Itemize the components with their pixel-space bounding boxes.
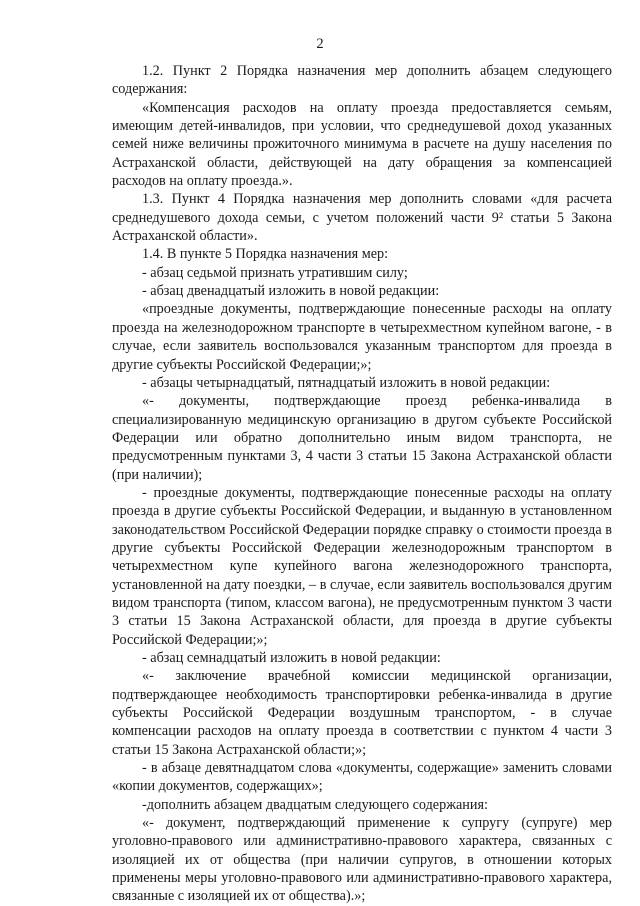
paragraph-seventeenth-new: - абзац семнадцатый изложить в новой редакции: <box>142 650 441 666</box>
paragraph-seventh-void: - абзац седьмой признать утратившим силу; <box>142 264 408 281</box>
paragraph-twelfth-new: - абзац двенадцатый изложить в новой редакции: <box>142 283 440 300</box>
paragraph-nineteenth-change: - в абзаце девятнадцатом слова «документы, содержащие» заменить словами «копии документов, содержащих»; <box>112 760 612 795</box>
paragraph-fifteenth-text: - проездные документы, подтверждающие понесенные расходы на оплату проезда в другие субъекты Российской Федерации, и выданную в установленном законодательством Российской Федерации порядке справку о стоимости проезда в другие субъекты Российской Федерации железнодорожным транспортом в четырехместном купе купейного вагона железнодорожного транспорта, установленной на дату поездки, – в случае, если заявитель воспользовался другим видом транспорта (типом, классом вагона), не предусмотренным пунктом 3 части 3 статьи 15 Закона Астраханской области, для проезда в другие субъекты Российской Федерации;»; <box>112 484 612 648</box>
paragraph-fourteenth-text: «- документы, подтверждающие проезд ребенка-инвалида в специализированную медицинскую организацию в другом субъекте Российской Федерации или обратно дополнительно иным видом транспорта, не предусмотренным пунктами 3, 4 части 3 статьи 15 Закона Астраханской области (при наличии); <box>112 393 612 483</box>
paragraph-twelfth-text: «проездные документы, подтверждающие понесенные расходы на оплату проезда на железнодорожном транспорте в четырехместном купейном вагоне, - в случае, если заявитель воспользовался указанным транспортом для проезда в другие субъекты Российской Федерации;»; <box>112 301 612 373</box>
document-body <box>112 62 612 906</box>
paragraph-1-3: 1.3. Пункт 4 Порядка назначения мер дополнить словами «для расчета среднедушевого дохода семьи, с учетом положений части 9² статьи 5 Закона Астраханской области». <box>112 191 612 245</box>
paragraph-1-4: 1.4. В пункте 5 Порядка назначения мер: <box>142 246 389 263</box>
paragraph-fourteenth-fifteenth-new: - абзацы четырнадцатый, пятнадцатый изложить в новой редакции: <box>142 374 551 391</box>
paragraph-twentieth-text: «- документ, подтверждающий применение к супругу (супруге) мер уголовно-правового или административно-правового характера, связанных с изоляцией их от общества (при наличии супругов, в отношении которых применены меры уголовно-правового или административно-правового характера, связанные с изоляцией их от общества).»; <box>112 815 612 905</box>
paragraph-compensation-quote: «Компенсация расходов на оплату проезда предоставляется семьям, имеющим детей-инвалидов, при условии, что среднедушевой доход указанных семей ниже величины прожиточного минимума в расчете на душу населения по Астраханской области, действующей на дату обращения за компенсацией расходов на оплату проезда.». <box>112 99 612 190</box>
paragraph-twentieth-add: -дополнить абзацем двадцатым следующего содержания: <box>142 796 488 813</box>
paragraph-1-2: 1.2. Пункт 2 Порядка назначения мер дополнить абзацем следующего содержания: <box>112 63 612 98</box>
page-number: 2 <box>316 36 324 52</box>
paragraph-seventeenth-text: «- заключение врачебной комиссии медицинской организации, подтверждающее необходимость транспортировки ребенка-инвалида в другие субъекты Российской Федерации воздушным транспортом, - в случае компенсации расходов на оплату проезда в соответствии с пунктом 4 части 3 статьи 15 Закона Астраханской области;»; <box>112 668 612 758</box>
